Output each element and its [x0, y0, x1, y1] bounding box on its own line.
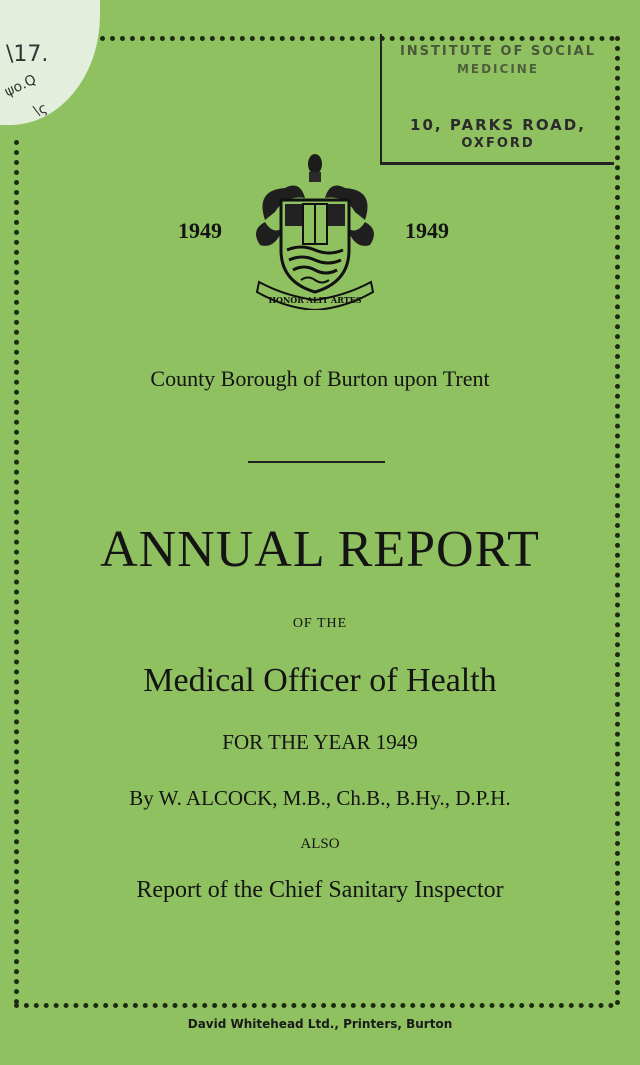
stamp-line-4: OXFORD — [461, 136, 535, 151]
stamp-line-2: MEDICINE — [456, 62, 540, 76]
year-left: 1949 — [178, 218, 222, 243]
year-right: 1949 — [405, 218, 449, 243]
handwriting-line-2: ψo.Q — [2, 71, 39, 101]
handwritten-shelf-mark — [0, 0, 110, 140]
border-bottom — [14, 1003, 614, 1008]
of-the-label: OF THE — [292, 616, 348, 631]
printer-imprint: David Whitehead Ltd., Printers, Burton — [187, 1017, 453, 1031]
sanitary-report-title: Report of the Chief Sanitary Inspector — [136, 877, 504, 903]
report-heading: ANNUAL REPORT — [100, 521, 540, 578]
crest-motto: HONOR ALIT ARTES — [268, 295, 362, 305]
divider-rule — [248, 461, 385, 463]
handwriting-line-1: \17. — [6, 42, 49, 67]
author-line: By W. ALCOCK, M.B., Ch.B., B.Hy., D.P.H. — [129, 786, 511, 810]
year-line: FOR THE YEAR 1949 — [222, 730, 418, 754]
stamp-line-3: 10, PARKS ROAD, — [410, 116, 586, 134]
borough-name: County Borough of Burton upon Trent — [150, 366, 490, 391]
stamp-line-1: INSTITUTE OF SOCIAL — [399, 44, 597, 59]
officer-title: Medical Officer of Health — [143, 662, 497, 699]
handwriting-line-3: \ς — [31, 100, 50, 120]
library-stamp — [380, 34, 614, 165]
also-label: ALSO — [300, 836, 340, 852]
borough-crest-icon — [245, 150, 385, 310]
